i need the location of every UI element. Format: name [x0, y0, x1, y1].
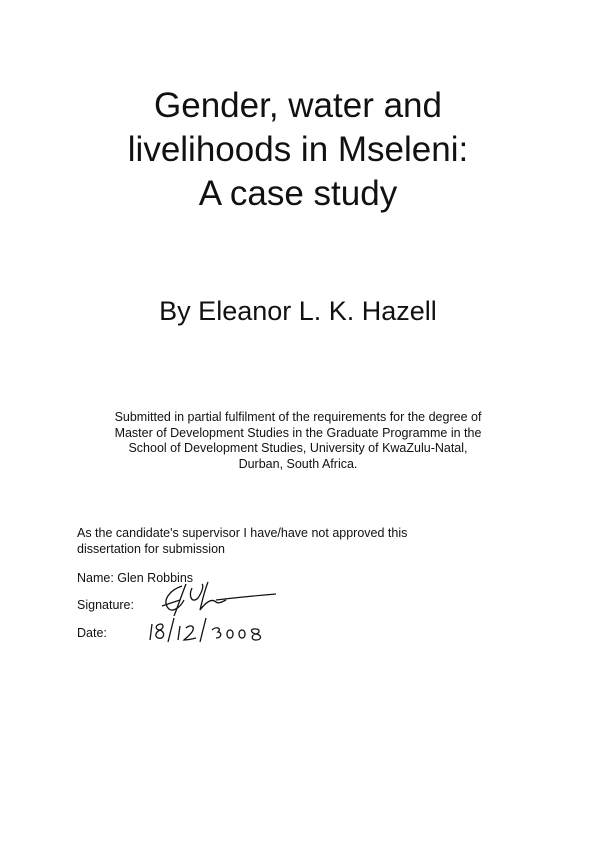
submission-line-4: Durban, South Africa.	[238, 456, 358, 471]
submission-line-3: School of Development Studies, University of KwaZulu-Natal,	[128, 441, 468, 455]
title-line-2: livelihoods in Mseleni:	[127, 130, 469, 169]
signature-label: Signature:	[77, 598, 134, 612]
supervisor-line-1: As the candidate's supervisor I have/have not approved this	[77, 526, 408, 540]
supervisor-approval-statement	[77, 526, 537, 557]
supervisor-name: Name: Glen Robbins	[77, 571, 194, 585]
submission-line-2: Master of Development Studies in the Graduate Programme in the	[114, 425, 482, 440]
author-line: By Eleanor L. K. Hazell	[159, 296, 437, 326]
document-title	[0, 84, 596, 216]
submission-statement	[0, 410, 596, 472]
date-label: Date:	[77, 626, 107, 640]
title-line-3: A case study	[198, 174, 398, 213]
handwritten-date	[146, 614, 264, 644]
submission-line-1: Submitted in partial fulfilment of the requirements for the degree of	[114, 410, 482, 424]
title-line-1: Gender, water and	[154, 86, 442, 125]
supervisor-line-2: dissertation for submission	[77, 541, 225, 556]
